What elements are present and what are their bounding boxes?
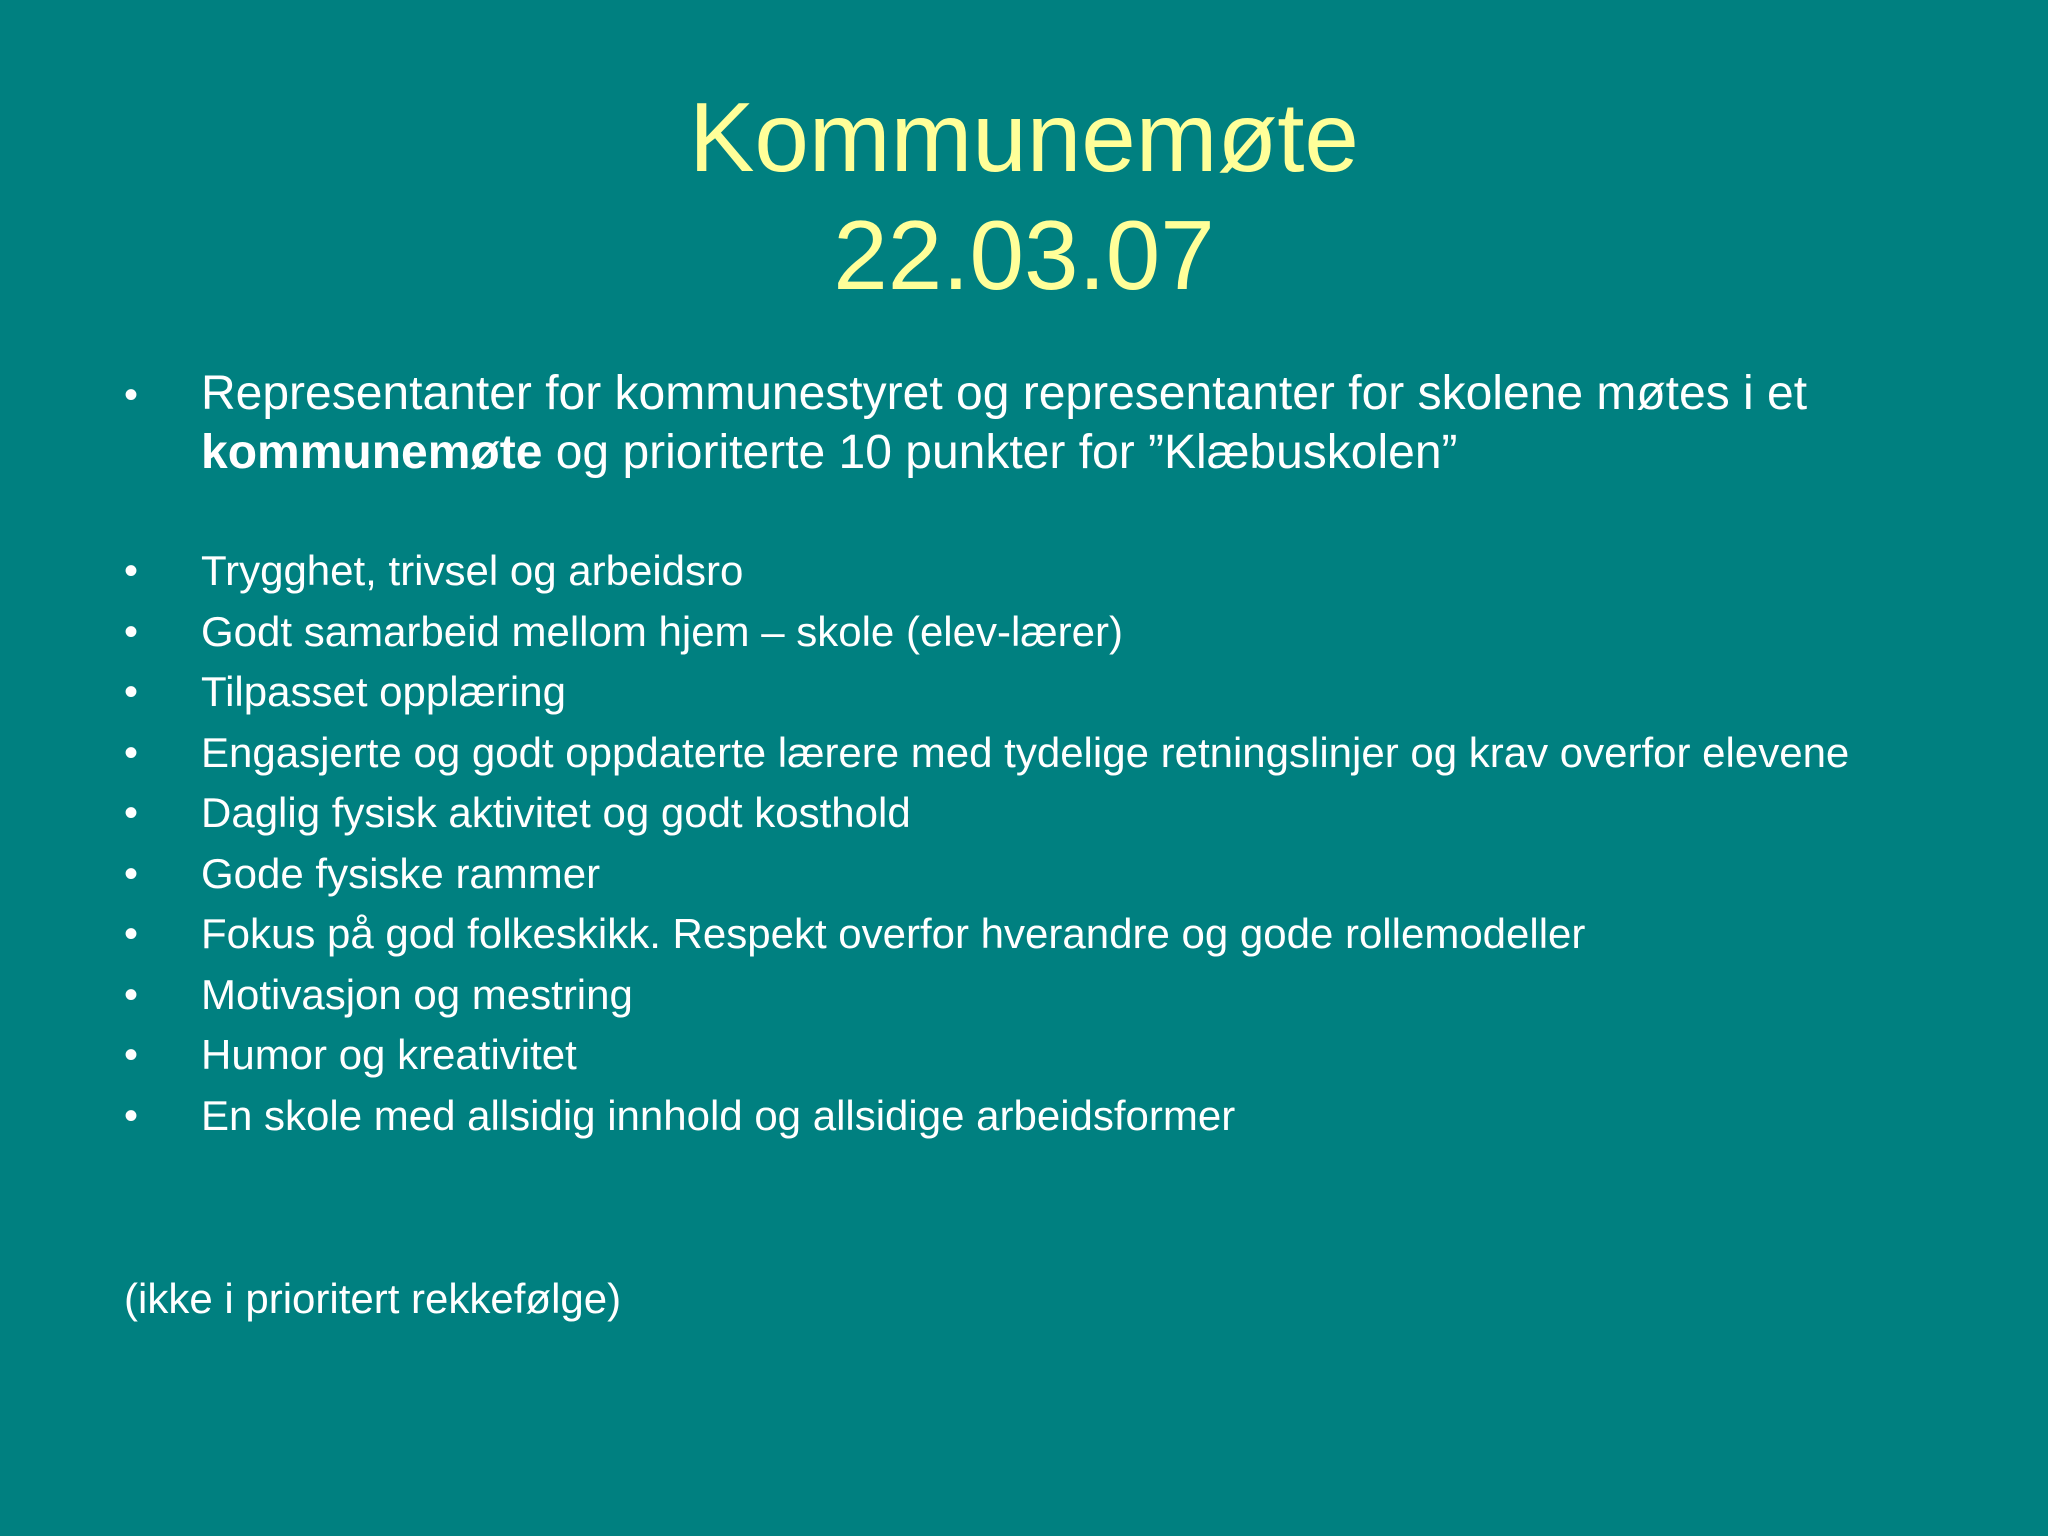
slide-body (124, 364, 1924, 1151)
footnote: (ikke i prioritert rekkefølge) (124, 1275, 622, 1322)
bullet-icon: • (124, 912, 139, 956)
list-item (124, 728, 1924, 778)
list-item-text: Trygghet, trivsel og arbeidsro (201, 547, 744, 594)
bullet-icon: • (124, 549, 139, 593)
intro-text-part2: og prioriterte 10 punkter for ”Klæbuskolen” (542, 426, 1458, 479)
bullet-icon: • (124, 791, 139, 835)
list-item (124, 909, 1924, 959)
intro-bold-term: kommunemøte (201, 426, 543, 479)
list-item (124, 970, 1924, 1020)
bullet-icon: • (124, 851, 139, 896)
list-item-text: Daglig fysisk aktivitet og godt kosthold (201, 789, 911, 836)
title-line-1: Kommunemøte (689, 82, 1359, 192)
bullet-icon: • (124, 972, 139, 1017)
bullet-icon: • (124, 730, 139, 775)
list-item (124, 1030, 1924, 1080)
list-item (124, 849, 1924, 899)
list-item-text: Godt samarbeid mellom hjem – skole (elev-lærer) (201, 607, 1123, 655)
list-item (124, 546, 1924, 596)
intro-text-part1: Representanter for kommunestyret og representanter for skolene møtes i et (201, 367, 1808, 420)
title-date: 22.03.07 (833, 200, 1215, 310)
bullet-icon: • (124, 373, 139, 417)
intro-paragraph (124, 364, 1924, 482)
list-item-text: Engasjerte og godt oppdaterte lærere med tydelige retningslinjer og krav overfor elevene (201, 728, 1850, 776)
list-item-text: Tilpasset opplæring (201, 668, 566, 715)
list-item-text: Humor og kreativitet (201, 1031, 577, 1078)
slide-title (0, 78, 2048, 314)
list-item (124, 607, 1924, 657)
list-item-text: Fokus på god folkeskikk. Respekt overfor hverandre og gode rollemodeller (201, 910, 1586, 957)
priority-list (124, 546, 1924, 1141)
list-item-text: Gode fysiske rammer (201, 849, 601, 897)
list-item-text: Motivasjon og mestring (201, 970, 633, 1018)
list-item (124, 667, 1924, 717)
bullet-icon: • (124, 1033, 139, 1077)
list-item (124, 1091, 1924, 1141)
list-item (124, 788, 1924, 838)
bullet-icon: • (124, 1093, 139, 1138)
bullet-icon: • (124, 670, 139, 714)
list-item-text: En skole med allsidig innhold og allsidige arbeidsformer (201, 1091, 1236, 1139)
bullet-icon: • (124, 609, 139, 654)
